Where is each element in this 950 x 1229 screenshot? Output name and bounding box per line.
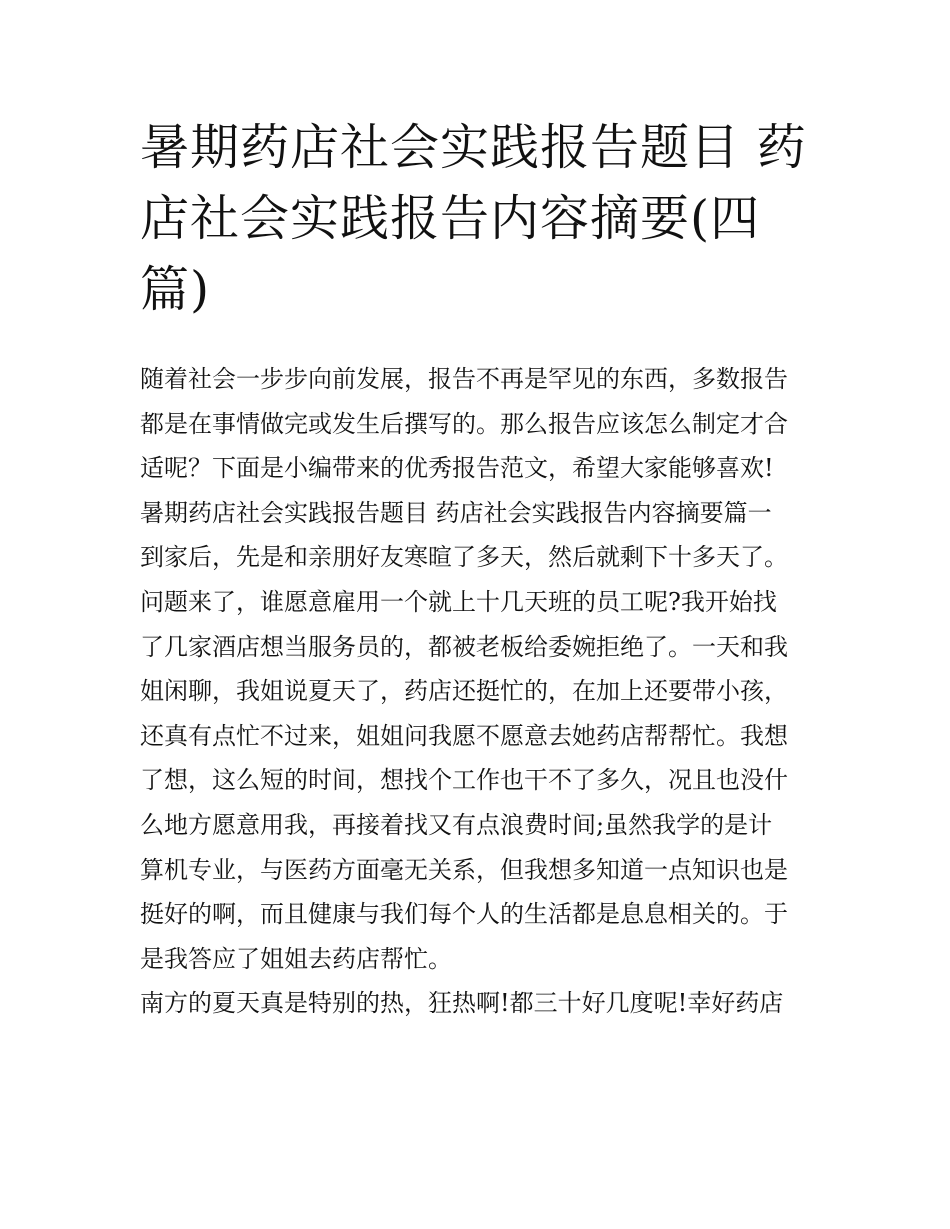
text-line: 问题来了，谁愿意雇用一个就上十几天班的员工呢?我开始找	[140, 587, 777, 616]
text-line: 到家后，先是和亲朋好友寒暄了多天，然后就剩下十多天了。	[140, 543, 788, 572]
title-line: 篇)	[140, 261, 211, 318]
title-line: 店社会实践报告内容摘要(四	[140, 190, 761, 247]
text-line: 适呢？下面是小编带来的优秀报告范文，希望大家能够喜欢!	[140, 454, 774, 483]
text-line: 是我答应了姐姐去药店帮忙。	[140, 944, 452, 973]
title-line: 暑期药店社会实践报告题目 药	[140, 119, 807, 176]
text-line: 暑期药店社会实践报告题目 药店社会实践报告内容摘要篇一	[140, 498, 772, 527]
text-line: 随着社会一步步向前发展，报告不再是罕见的东西，多数报告	[140, 365, 788, 393]
story-paragraph	[140, 535, 820, 981]
section-heading	[140, 491, 820, 536]
text-line: 算机专业，与医药方面毫无关系，但我想多知道一点知识也是	[140, 855, 788, 884]
document-body	[140, 357, 820, 1026]
intro-paragraph	[140, 357, 820, 491]
text-line: 还真有点忙不过来，姐姐问我愿不愿意去她药店帮帮忙。我想	[140, 721, 788, 750]
text-line: 都是在事情做完或发生后撰写的。那么报告应该怎么制定才合	[140, 409, 788, 438]
text-line: 么地方愿意用我，再接着找又有点浪费时间;虽然我学的是计	[140, 810, 773, 839]
document-title	[140, 112, 840, 325]
summer-paragraph	[140, 981, 820, 1026]
text-line: 姐闲聊，我姐说夏天了，药店还挺忙的，在加上还要带小孩，	[140, 677, 788, 706]
text-line: 南方的夏天真是特别的热，狂热啊!都三十好几度呢!幸好药店	[140, 989, 784, 1018]
text-line: 了想，这么短的时间，想找个工作也干不了多久，况且也没什	[140, 766, 788, 795]
text-line: 了几家酒店想当服务员的，都被老板给委婉拒绝了。一天和我	[140, 632, 788, 661]
text-line: 挺好的啊，而且健康与我们每个人的生活都是息息相关的。于	[140, 900, 788, 929]
